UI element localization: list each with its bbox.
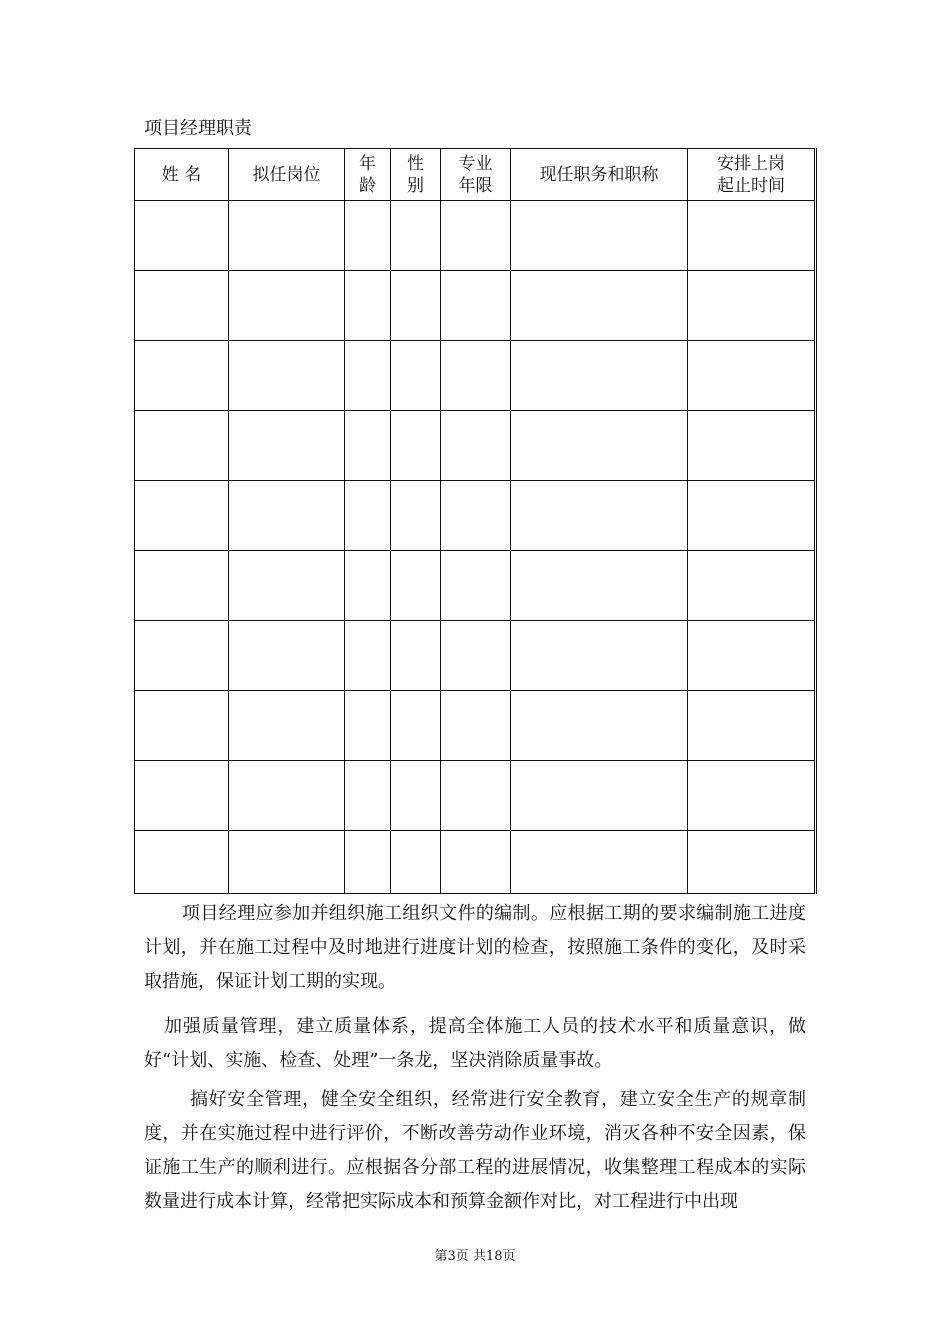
table-cell[interactable] <box>345 481 391 551</box>
table-row <box>135 411 816 481</box>
table-cell[interactable] <box>391 411 441 481</box>
table-cell[interactable] <box>135 481 229 551</box>
table-cell[interactable] <box>688 621 816 691</box>
table-cell[interactable] <box>511 761 688 831</box>
column-header <box>441 149 511 201</box>
table-cell[interactable] <box>441 761 511 831</box>
table-cell[interactable] <box>391 271 441 341</box>
table-cell[interactable] <box>688 481 816 551</box>
column-header-line: 龄 <box>359 175 376 196</box>
column-header-line: 姓 名 <box>161 164 202 185</box>
table-cell[interactable] <box>229 271 345 341</box>
table-cell[interactable] <box>229 341 345 411</box>
table-cell[interactable] <box>511 481 688 551</box>
table-cell[interactable] <box>229 411 345 481</box>
column-header-line: 安排上岗 <box>717 153 785 174</box>
table-cell[interactable] <box>345 691 391 761</box>
table-cell[interactable] <box>441 831 511 894</box>
table-cell[interactable] <box>441 201 511 271</box>
table-cell[interactable] <box>441 551 511 621</box>
table-cell[interactable] <box>511 201 688 271</box>
table-cell[interactable] <box>229 831 345 894</box>
table-cell[interactable] <box>229 551 345 621</box>
table-cell[interactable] <box>391 481 441 551</box>
table-cell[interactable] <box>441 481 511 551</box>
table-row <box>135 341 816 411</box>
column-header <box>135 149 229 201</box>
column-header-line: 专业 <box>458 153 493 174</box>
table-cell[interactable] <box>511 621 688 691</box>
paragraph-schedule: 项目经理应参加并组织施工组织文件的编制。应根据工期的要求编制施工进度计划，并在施工过程中及时地进行进度计划的检查，按照施工条件的变化，及时采取措施，保证计划工期的实现。 <box>144 903 806 992</box>
table-cell[interactable] <box>391 761 441 831</box>
column-header <box>345 149 391 201</box>
table-row <box>135 551 816 621</box>
table-cell[interactable] <box>688 761 816 831</box>
table-cell[interactable] <box>441 691 511 761</box>
table-cell[interactable] <box>441 271 511 341</box>
table-row <box>135 761 816 831</box>
column-header <box>229 149 345 201</box>
table-cell[interactable] <box>345 201 391 271</box>
table-cell[interactable] <box>441 341 511 411</box>
table-cell[interactable] <box>688 411 816 481</box>
table-cell[interactable] <box>391 551 441 621</box>
table-cell[interactable] <box>345 761 391 831</box>
table-row <box>135 481 816 551</box>
table-cell[interactable] <box>391 201 441 271</box>
table-cell[interactable] <box>135 761 229 831</box>
table-cell[interactable] <box>135 551 229 621</box>
column-header <box>391 149 441 201</box>
column-header-line: 年限 <box>458 175 493 196</box>
table-cell[interactable] <box>391 341 441 411</box>
paragraph-safety-cost: 搞好安全管理，健全安全组织，经常进行安全教育，建立安全生产的规章制度，并在实施过程中进行评价，不断改善劳动作业环境，消灭各种不安全因素，保证施工生产的顺利进行。应根据各分部工程的进展情况，收集整理工程成本的实际数量进行成本计算，经常把实际成本和预算金额作对比，对工程进行中出现 <box>144 1089 806 1212</box>
table-row <box>135 691 816 761</box>
table-cell[interactable] <box>441 621 511 691</box>
table-cell[interactable] <box>688 831 816 894</box>
table-row <box>135 831 816 894</box>
table-row <box>135 201 816 271</box>
column-header-line: 现任职务和职称 <box>539 164 659 185</box>
table-cell[interactable] <box>688 271 816 341</box>
table-cell[interactable] <box>391 831 441 894</box>
table-cell[interactable] <box>135 691 229 761</box>
table-row <box>135 271 816 341</box>
table-cell[interactable] <box>135 411 229 481</box>
column-header-line: 起止时间 <box>717 175 785 196</box>
table-cell[interactable] <box>511 411 688 481</box>
table-cell[interactable] <box>345 271 391 341</box>
table-cell[interactable] <box>391 621 441 691</box>
column-header-line: 拟任岗位 <box>252 164 321 185</box>
section-title: 项目经理职责 <box>144 118 252 139</box>
table-cell[interactable] <box>135 831 229 894</box>
table-cell[interactable] <box>441 411 511 481</box>
column-header-line: 性 <box>407 153 424 174</box>
table-body <box>135 201 816 894</box>
column-header-line: 别 <box>407 175 424 196</box>
table-cell[interactable] <box>511 271 688 341</box>
table-cell[interactable] <box>229 621 345 691</box>
table-header-row <box>135 149 816 201</box>
table-cell[interactable] <box>229 691 345 761</box>
column-header-line: 年 <box>359 153 376 174</box>
table-cell[interactable] <box>511 691 688 761</box>
column-header <box>688 149 816 201</box>
table-cell[interactable] <box>345 831 391 894</box>
table-cell[interactable] <box>511 551 688 621</box>
paragraph-quality: 加强质量管理，建立质量体系，提高全体施工人员的技术水平和质量意识，做好“计划、实施、检查、处理”一条龙，坚决消除质量事故。 <box>144 1016 806 1071</box>
table-cell[interactable] <box>688 551 816 621</box>
staff-table <box>134 148 817 894</box>
table-cell[interactable] <box>511 341 688 411</box>
table-cell[interactable] <box>345 341 391 411</box>
table-cell[interactable] <box>391 691 441 761</box>
table-cell[interactable] <box>688 341 816 411</box>
table-cell[interactable] <box>135 621 229 691</box>
table-cell[interactable] <box>229 201 345 271</box>
column-header <box>511 149 688 201</box>
page-number: 第3页 共18页 <box>434 1249 516 1264</box>
table-row <box>135 621 816 691</box>
table-cell[interactable] <box>135 201 229 271</box>
table-cell[interactable] <box>229 481 345 551</box>
table-cell[interactable] <box>688 691 816 761</box>
table-cell[interactable] <box>135 271 229 341</box>
table-cell[interactable] <box>511 831 688 894</box>
table-cell[interactable] <box>229 761 345 831</box>
table-cell[interactable] <box>688 201 816 271</box>
table-cell[interactable] <box>345 551 391 621</box>
table-cell[interactable] <box>135 341 229 411</box>
table-cell[interactable] <box>345 621 391 691</box>
table-cell[interactable] <box>345 411 391 481</box>
